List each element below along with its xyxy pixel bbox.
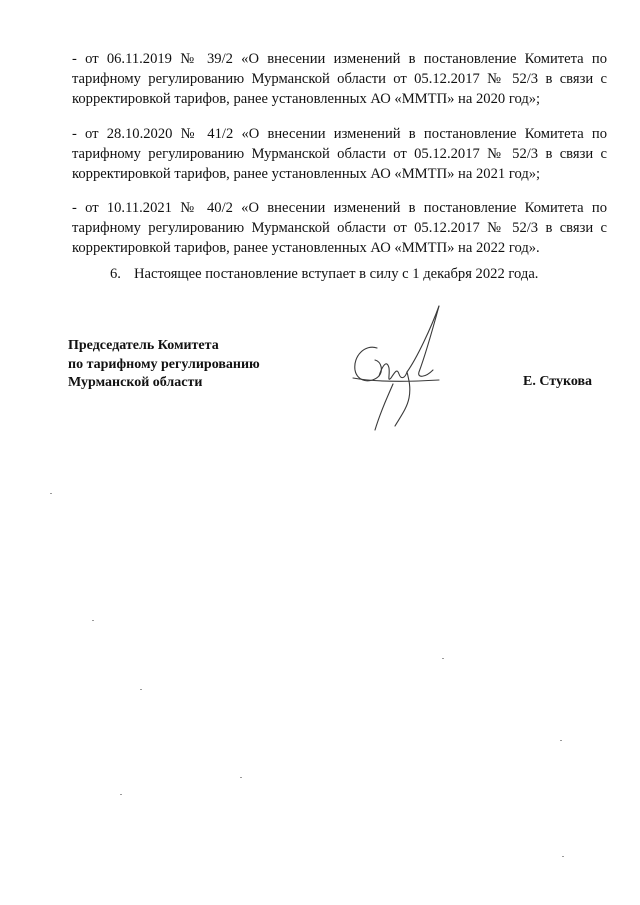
scan-speck xyxy=(560,740,562,741)
scan-speck xyxy=(562,856,564,857)
scan-speck xyxy=(50,493,52,494)
scan-speck xyxy=(240,777,242,778)
final-clause xyxy=(110,265,610,285)
clause-text: Настоящее постановление вступает в силу с 1 декабря 2022 года. xyxy=(134,266,539,282)
scan-speck xyxy=(442,658,444,659)
clause-number: 6. xyxy=(110,266,121,282)
signer-title-line-3: Мурманской области xyxy=(68,375,203,390)
amendment-text-1: - от 06.11.2019 № 39/2 «О внесении изменений в постановление Комитета по тарифному регулированию Мурманской области от 05.12.2017 № 52/3 в связи с корректировкой тарифов, ранее установленных АО «ММТП» на 2020 год»; xyxy=(72,51,607,107)
signer-title-block xyxy=(68,337,260,393)
amendment-item-1 xyxy=(72,50,607,109)
amendment-item-3 xyxy=(72,199,607,258)
scan-speck xyxy=(120,794,122,795)
scan-speck xyxy=(92,620,94,621)
signer-title-line-2: по тарифному регулированию xyxy=(68,356,260,372)
amendment-text-3: - от 10.11.2021 № 40/2 «О внесении изменений в постановление Комитета по тарифному регулированию Мурманской области от 05.12.2017 № 52/3 в связи с корректировкой тарифов, ранее установленных АО «ММТП» на 2022 год». xyxy=(72,200,607,256)
handwritten-signature-icon xyxy=(335,298,455,438)
amendment-text-2: - от 28.10.2020 № 41/2 «О внесении изменений в постановление Комитета по тарифному регулированию Мурманской области от 05.12.2017 № 52/3 в связи с корректировкой тарифов, ранее установленных АО «ММТП» на 2021 год»; xyxy=(72,126,607,182)
scan-speck xyxy=(140,689,142,690)
signer-name: Е. Стукова xyxy=(523,374,593,389)
signer-title-line-1: Председатель Комитета xyxy=(68,338,219,353)
amendment-item-2 xyxy=(72,125,607,184)
